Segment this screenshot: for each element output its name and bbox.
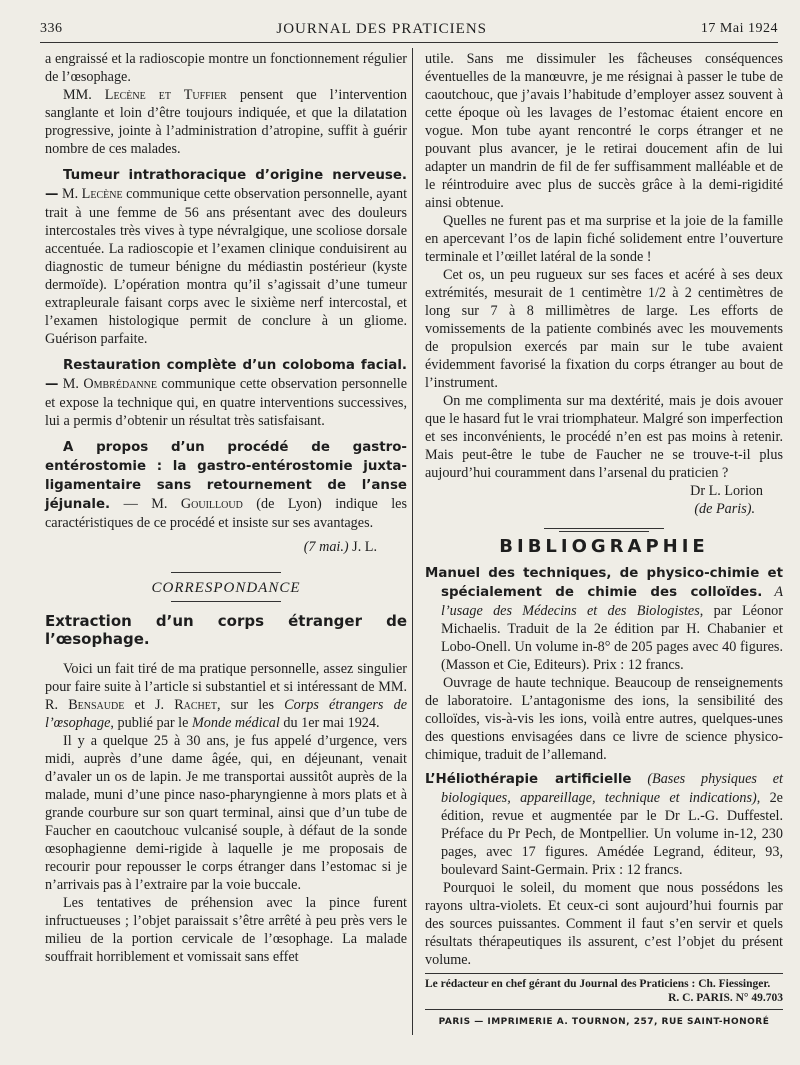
author-name: Dr L. Lorion [690,483,763,499]
correspondance-heading: CORRESPONDANCE [151,580,301,596]
paragraph: Voici un fait tiré de ma pratique personnelle, assez singulier pour faire suite à l’article si substantiel et si intéressant de MM. R. Bensaude et J. Rachet, sur les Corps étrangers de l’œsophage, publié par le Monde médical du 1er mai 1924. [45,661,407,731]
section-signature: (7 mai.) J. L. [303,539,377,555]
bibliographie-heading: BIBLIOGRAPHIE [499,536,709,557]
footer-editor: Le rédacteur en chef gérant du Journal des Praticiens : Ch. Fiessinger. [425,978,771,990]
paragraph: Cet os, un peu rugueux sur ses faces et acéré à ses deux extrémités, mesurait de 1 centimètre 1/2 à 2 centimètres de long sur 7 à 8 millimètres de large. Les efforts de vomissements de la patiente combinés avec les mouvements de propulsion exercés par main sur le tube avaient évidemment favorisé la fixation du corps étranger au bout de l’instrument. [425,267,783,391]
right-column [425,50,783,1031]
footer-rule [425,1009,783,1010]
footer-printer: PARIS — IMPRIMERIE A. TOURNON, 257, RUE SAINT-HONORÉ [438,1017,770,1027]
issue-date: 17 Mai 1924 [700,21,778,36]
book-review: Ouvrage de haute technique. Beaucoup de renseignements de laboratoire. L’antagonisme des ions, la sensibilité des colloïdes, vis-à-vis les ions, voilà entre autres, quelques-unes des questions envisagées dans ce livre de science physico-chimique, traduit de l’allemand. [425,675,783,763]
book-entry: Manuel des techniques, de physico-chimie et spécialement de chimie des colloïdes. A l’usage des Médecins et des Biologistes, par Léonor Michaelis. Traduit de la 2e édition par H. Chabanier et Lobo-Onell. Un volume in-8° de 205 pages avec 40 figures. (Masson et Cie, Editeurs). Prix : 12 francs. [425,566,783,673]
book-review: Pourquoi le soleil, du moment que nous possédons les rayons ultra-violets. Et ceux-ci sont aujourd’hui fournis par des sources puissantes. Comment il faut s’en servir et quels résultats thérapeutiques ils assurent, c’est l’objet du présent volume. [425,880,783,968]
page-header [40,18,778,40]
paragraph: On me complimenta sur ma dextérité, mais je dois avouer que le hasard fut le vrai triomphateur. Malgré son imperfection et ses inconvénients, le procédé n’en est pas moins à retenir. Mais peut-être le tube de Faucher ne se trouve-t-il plus aujourd’hui couramment dans l’arsenal du praticien ? [425,393,783,481]
paragraph: utile. Sans me dissimuler les fâcheuses conséquences éventuelles de la manœuvre, je me résignai à passer le tube de caoutchouc, que j’avais l’habitude d’employer assez souvent à cette époque où les lavages de l’estomac étaient encore en vogue. Mon tube ayant rencontré le corps étranger et ne pouvant plus avancer, je le retirai doucement afin de lui adapter un mandrin de fil de fer suffisamment malléable et de le réintroduire avec plus de succès grâce à la demi-rigidité ainsi obtenue. [425,51,783,211]
footer-rc: R. C. PARIS. N° 49.703 [668,992,783,1004]
journal-title: JOURNAL DES PRATICIENS [276,20,488,37]
left-column [45,50,407,966]
paragraph: Il y a quelque 25 à 30 ans, je fus appelé d’urgence, vers midi, auprès d’une dame âgée, qui, en déjeunant, venait d’avaler un os de lapin. Je me transportai aussitôt auprès de la malade, muni d’une pince naso-pharyngienne à mors plats et à grande courbure sur son quart terminal, ainsi que d’un tube de Faucher en caoutchouc vulcanisé souple, à défaut de la sonde œsophagienne demi-rigide à laquelle je me proposais de recourir pour repousser le corps étranger dans l’estomac si je n’arrivais pas à l’extraire par la voie buccale. [45,733,407,893]
section-tumeur: Tumeur intrathoracique d’origine nerveuse. — M. Lecène communique cette observation personnelle, ayant trait à une femme de 56 ans présentant avec des douleurs intercostales très vives à type névralgique, une scoliose dorsale accentuée. La radioscopie et l’examen clinique conduisirent au diagnostic de tumeur bénigne du médiastin postérieur (kyste dermoïde). L’opération montra qu’il s’agissait d’une tumeur extrapleurale faisant corps avec le sixième nerf intercostal, et l’examen histologique permit de conclure à un gliome. Guérison parfaite. [45,168,408,347]
paragraph: Quelles ne furent pas et ma surprise et la joie de la famille en apercevant l’os de lapin fiché solidement entre l’ouverture terminale et l’œillet latéral de la sonde ! [425,213,783,265]
paragraph: a engraissé et la radioscopie montre un fonctionnement régulier de l’œsophage. [45,51,407,85]
author-place: (de Paris). [694,501,755,517]
section-gastro: A propos d’un procédé de gastro-entérostomie : la gastro-entérostomie juxta-ligamentaire sans retournement de l’anse jéjunale. — M. Gouilloud (de Lyon) indique les caractéristiques de ce procédé et insiste sur ses avantages. [45,440,407,531]
column-separator [412,48,413,1035]
header-rule [40,42,778,43]
paragraph: MM. Lecène et Tuffier pensent que l’intervention sanglante et loin d’être toujours indiquée, et que la dilatation progressive, jointe à l’administration d’atropine, suffit à guérir nombre de ces malades. [45,87,407,157]
book-entry: L’Héliothérapie artificielle (Bases physiques et biologiques, appareillage, technique et indications), 2e édition, revue et augmentée par le Dr L.-G. Duffestel. Préface du Pr Pech, de Montpellier. Un volume in-12, 230 pages, avec 17 figures. Amédée Legrand, éditeur, 93, boulevard Saint-Germain. Prix : 12 francs. [425,771,783,878]
section-coloboma: Restauration complète d’un coloboma facial. — M. Ombrédanne communique cette observation personnelle et expose la technique qui, en quatre interventions successives, lui a permis d’obtenir un résultat très satisfaisant. [45,358,407,429]
page-number: 336 [40,21,63,36]
footer-rule [425,973,783,974]
paragraph: Les tentatives de préhension avec la pince furent infructueuses ; l’objet paraissait s’être arrêté à peu près vers le milieu de la portion cervicale de l’œsophage. La malade souffrait horriblement et vomissait sans effet [45,895,407,965]
article-title: Extraction d’un corps étranger de l’œsophage. [45,612,407,648]
